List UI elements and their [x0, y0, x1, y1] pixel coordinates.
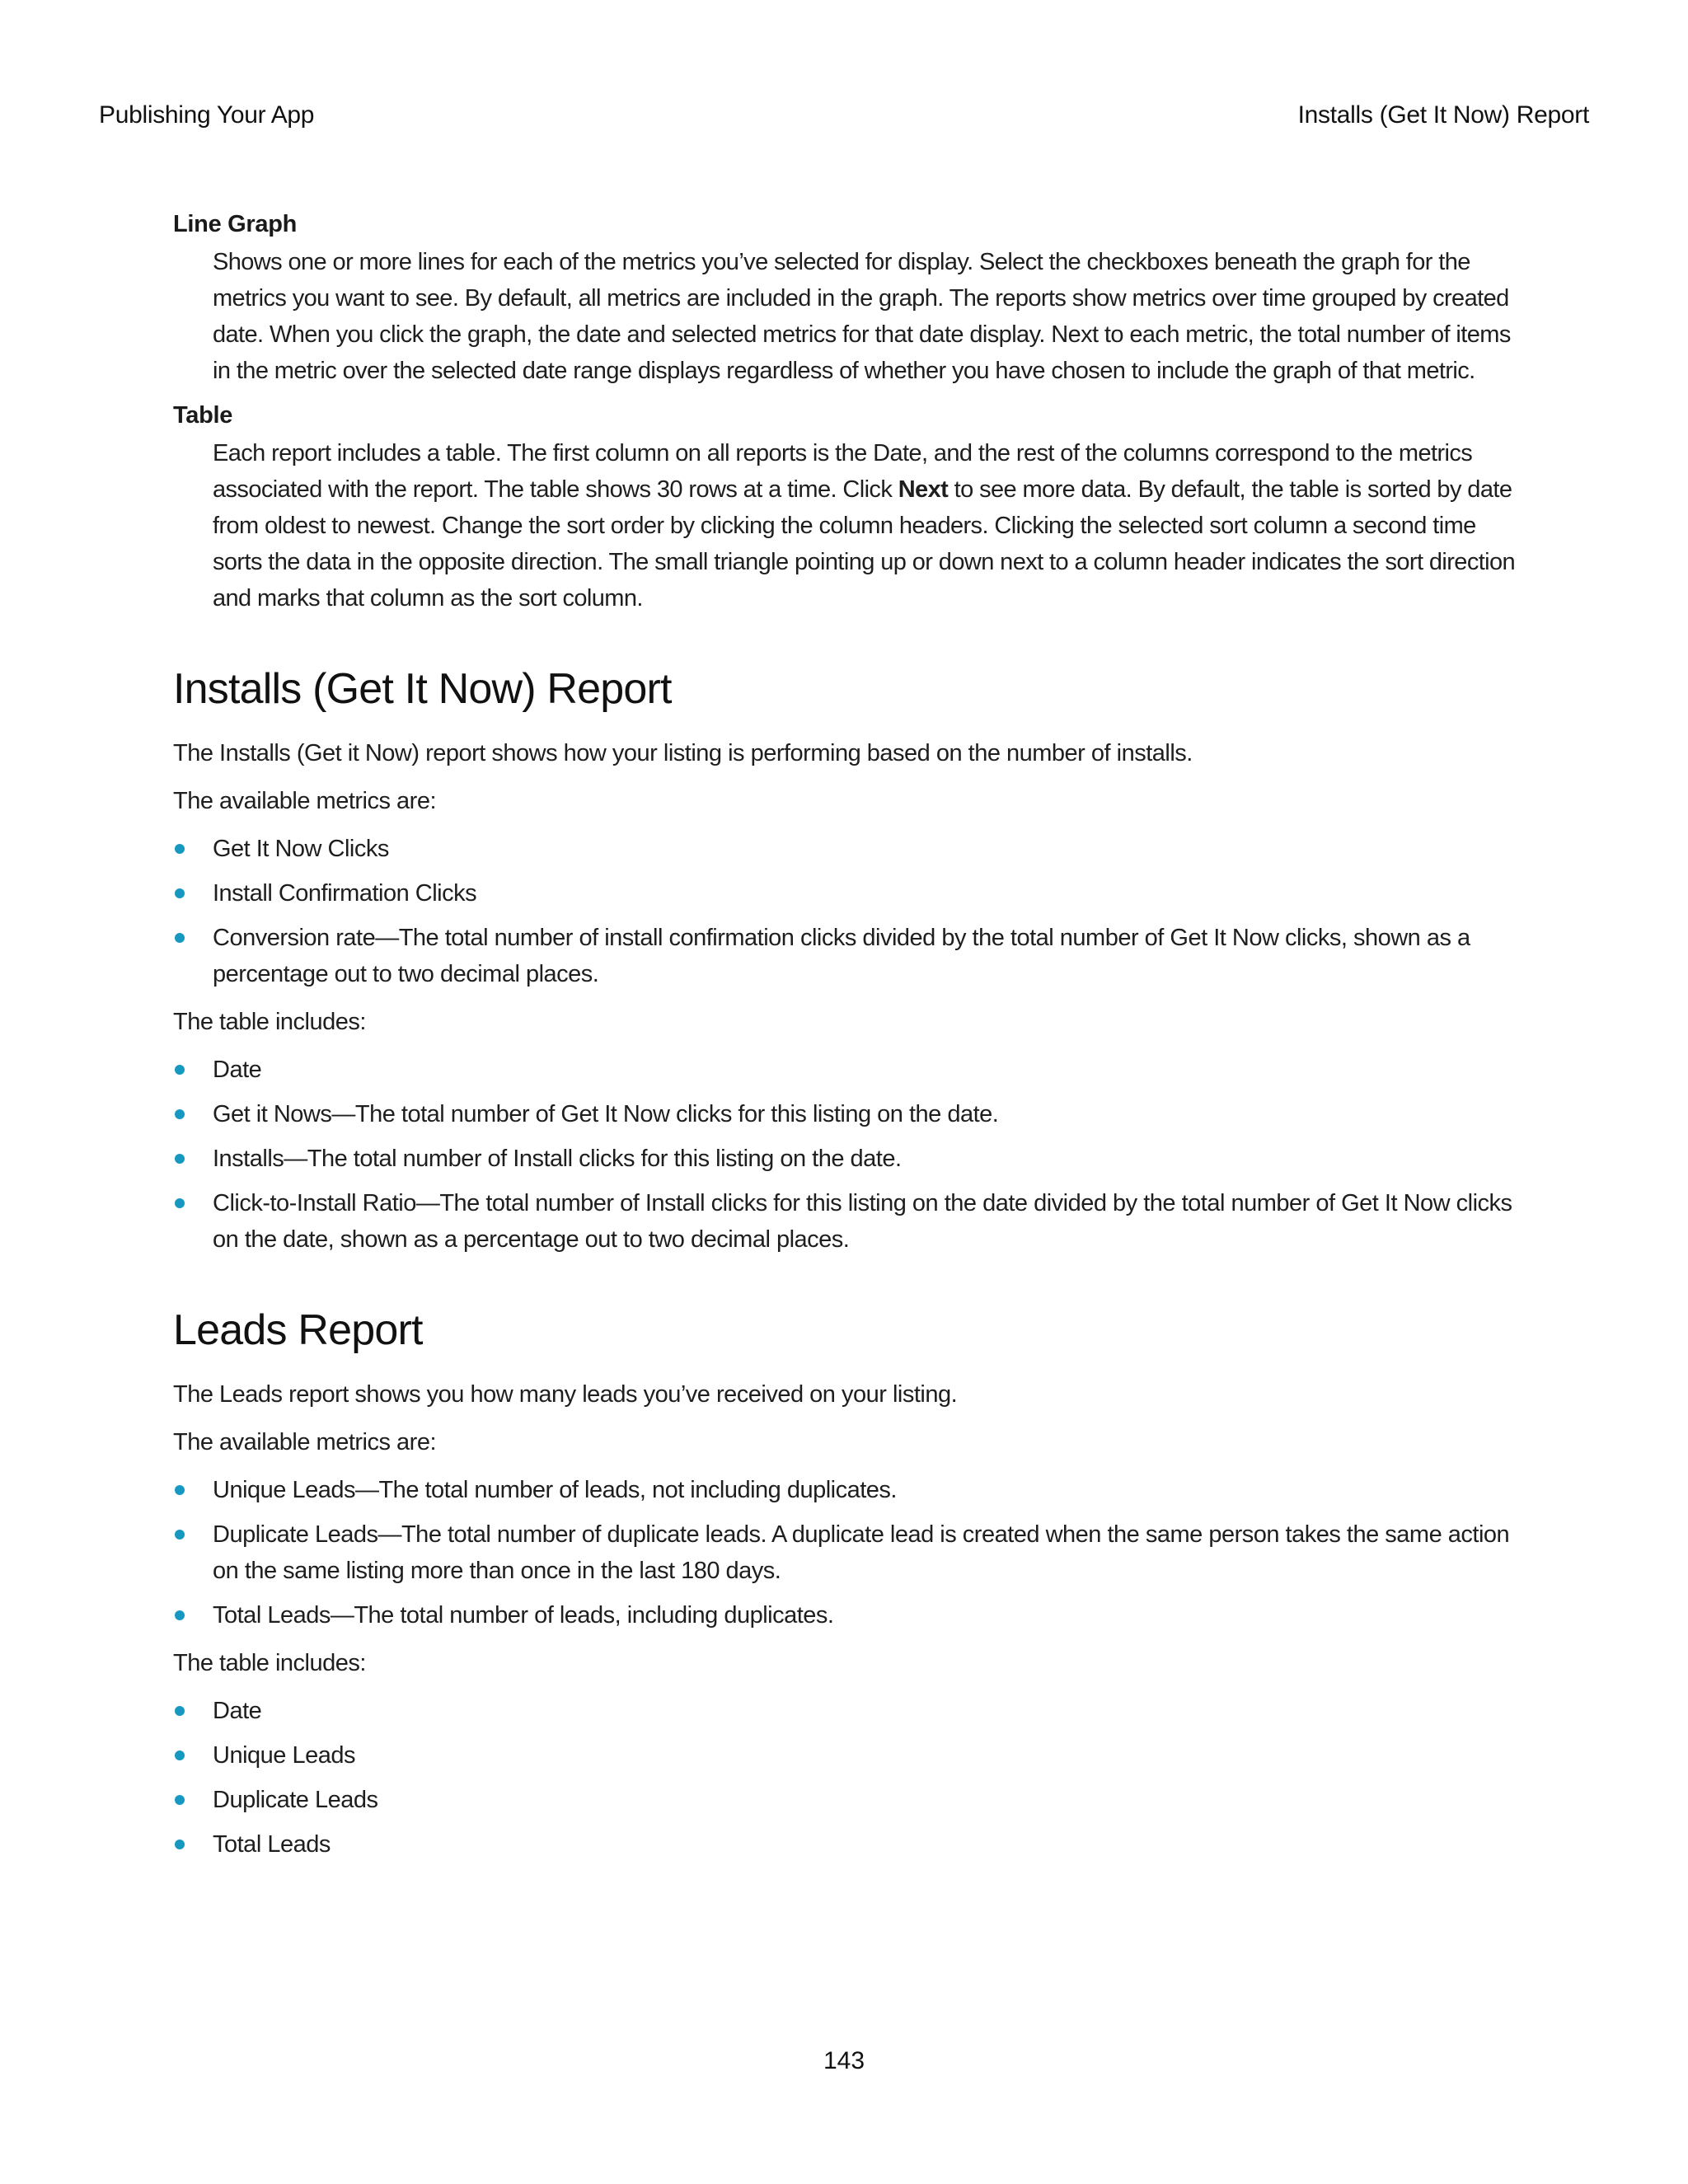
list-item-text: Installs—The total number of Install clicks for this listing on the date. — [213, 1146, 902, 1172]
installs-metrics-label: The available metrics are: — [173, 788, 437, 814]
bullet-icon — [175, 1154, 185, 1164]
list-item-text: Total Leads — [213, 1831, 331, 1858]
list-item — [173, 875, 1525, 912]
list-item — [173, 1052, 1525, 1088]
bullet-icon — [175, 888, 185, 898]
bullet-icon — [175, 1109, 185, 1119]
list-item-text: Get It Now Clicks — [213, 836, 389, 862]
bullet-icon — [175, 1530, 185, 1540]
list-item-text: Install Confirmation Clicks — [213, 880, 477, 907]
bullet-icon — [175, 1610, 185, 1620]
list-item — [173, 1185, 1525, 1258]
definition-table-text-start: Each report includes a table. The first column on all reports is the Date, and the rest of the columns correspond to the metrics associated with the report. The table shows 30 rows at a time. Click — [213, 440, 1473, 503]
page-number: 143 — [823, 2047, 865, 2074]
list-item — [173, 1826, 1525, 1863]
bullet-icon — [175, 1065, 185, 1075]
bullet-icon — [175, 1706, 185, 1716]
installs-metrics-list — [173, 831, 1525, 992]
term-table: Table — [173, 402, 233, 429]
definition-table-text-end: to see more data. By default, the table is sorted by date from oldest to newest. Change the sort order by clicking the column headers. Clicking the selected sort column a second time sorts the data in the opposite direction. The small triangle pointing up or down next to a column header indicates the sort direction and marks that column as the sort column. — [213, 476, 1516, 612]
bullet-icon — [175, 1198, 185, 1208]
definition-line-graph: Shows one or more lines for each of the metrics you’ve selected for display. Select the checkboxes beneath the graph for the metrics you want to see. By default, all metrics are included in the graph. The reports show metrics over time grouped by created date. When you click the graph, the date and selected metrics for that date display. Next to each metric, the total number of items in the metric over the selected date range displays regardless of whether you have chosen to include the graph of that metric. — [213, 249, 1511, 384]
list-item — [173, 1737, 1525, 1774]
running-header — [99, 97, 1589, 134]
installs-table-list — [173, 1052, 1525, 1258]
list-item — [173, 1782, 1525, 1818]
list-item-text: Total Leads—The total number of leads, including duplicates. — [213, 1602, 834, 1629]
list-item-text: Date — [213, 1057, 262, 1083]
list-item-text: Date — [213, 1698, 262, 1724]
list-item-text: Unique Leads—The total number of leads, not including duplicates. — [213, 1477, 897, 1503]
list-item — [173, 1472, 1525, 1508]
leads-section-title: Leads Report — [173, 1306, 423, 1354]
list-item — [173, 831, 1525, 867]
bullet-icon — [175, 844, 185, 854]
header-section-title: Installs (Get It Now) Report — [1297, 101, 1589, 129]
leads-table-list — [173, 1693, 1525, 1863]
installs-intro: The Installs (Get it Now) report shows how your listing is performing based on the number of installs. — [173, 740, 1193, 766]
list-item — [173, 1597, 1525, 1633]
definition-table — [213, 435, 1525, 616]
list-item — [173, 1096, 1525, 1132]
bullet-icon — [175, 933, 185, 943]
installs-table-label: The table includes: — [173, 1009, 366, 1035]
bullet-icon — [175, 1840, 185, 1849]
leads-table-label: The table includes: — [173, 1650, 366, 1676]
list-item-text: Click-to-Install Ratio—The total number of Install clicks for this listing on the date divided by the total number of Get It Now clicks on the date, shown as a percentage out to two decimal places. — [213, 1190, 1512, 1253]
leads-metrics-list — [173, 1472, 1525, 1633]
leads-metrics-label: The available metrics are: — [173, 1429, 437, 1455]
list-item-text: Duplicate Leads—The total number of duplicate leads. A duplicate lead is created when the same person takes the same action on the same listing more than once in the last 180 days. — [213, 1521, 1510, 1584]
list-item-text: Unique Leads — [213, 1742, 355, 1769]
next-emphasis: Next — [898, 476, 949, 503]
header-chapter-title: Publishing Your App — [99, 101, 315, 129]
list-item — [173, 1516, 1525, 1589]
bullet-icon — [175, 1795, 185, 1805]
list-item-text: Get it Nows—The total number of Get It Now clicks for this listing on the date. — [213, 1101, 999, 1127]
definition-list — [173, 208, 1525, 616]
leads-intro: The Leads report shows you how many leads you’ve received on your listing. — [173, 1381, 958, 1408]
page-content — [173, 208, 1525, 1874]
bullet-icon — [175, 1750, 185, 1760]
list-item — [173, 1141, 1525, 1177]
list-item-text: Duplicate Leads — [213, 1787, 378, 1813]
list-item-text: Conversion rate—The total number of install confirmation clicks divided by the total number of Get It Now clicks, shown as a percentage out to two decimal places. — [213, 925, 1470, 987]
bullet-icon — [175, 1485, 185, 1495]
list-item — [173, 1693, 1525, 1729]
installs-section-title: Installs (Get It Now) Report — [173, 665, 672, 713]
list-item — [173, 920, 1525, 992]
term-line-graph: Line Graph — [173, 211, 298, 237]
